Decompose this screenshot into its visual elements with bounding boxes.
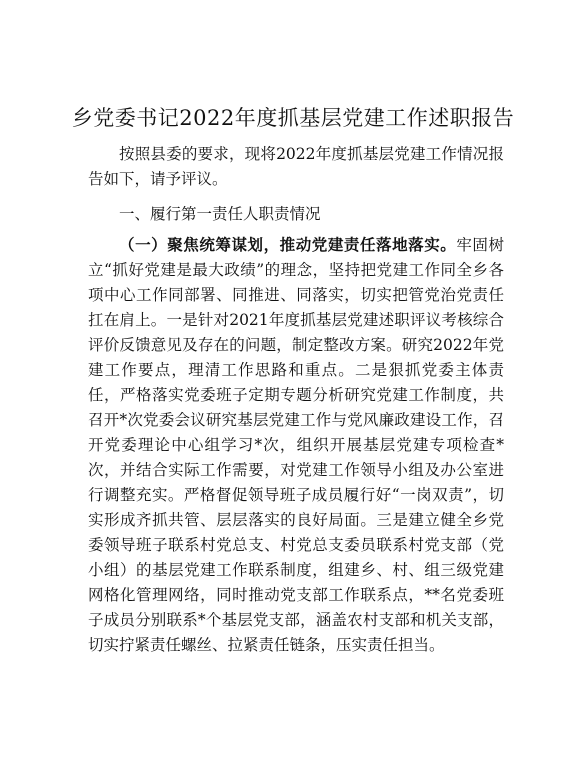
subsection-lead: （一）聚焦统筹谋划，推动党建责任落地落实。	[119, 235, 457, 254]
document-title: 乡党委书记2022年度抓基层党建工作述职报告	[71, 106, 515, 130]
section-heading: 一、履行第一责任人职责情况	[119, 205, 321, 223]
main-paragraph	[88, 232, 504, 658]
intro-paragraph: 按照县委的要求，现将2022年度抓基层党建工作情况报告如下，请予评议。	[88, 145, 504, 188]
paragraph-body: 牢固树立“抓好党建是最大政绩”的理念，坚持把党建工作同全乡各项中心工作同部署、同推进、同落实，切实把管党治党责任扛在肩上。一是针对2021年度抓基层党建述职评议考核综合评价反馈意见及存在的问题，制定整改方案。研究2022年党建工作要点，理清工作思路和重点。二是狠抓党委主体责任，严格落实党委班子定期专题分析研究党建工作制度，共召开*次党委会议研究基层党建工作与党风廉政建设工作，召开党委理论中心组学习*次，组织开展基层党建专项检查*次，并结合实际工作需要，对党建工作领导小组及办公室进行调整充实。严格督促领导班子成员履行好“一岗双责”，切实形成齐抓共管、层层落实的良好局面。三是建立健全乡党委领导班子联系村党总支、村党总支委员联系村党支部（党小组）的基层党建工作联系制度，组建乡、村、组三级党建网格化管理网络，同时推动党支部工作联系点，**名党委班子成员分别联系*个基层党支部，涵盖农村支部和机关支部，切实拧紧责任螺丝、拉紧责任链条，压实责任担当。	[88, 236, 504, 654]
